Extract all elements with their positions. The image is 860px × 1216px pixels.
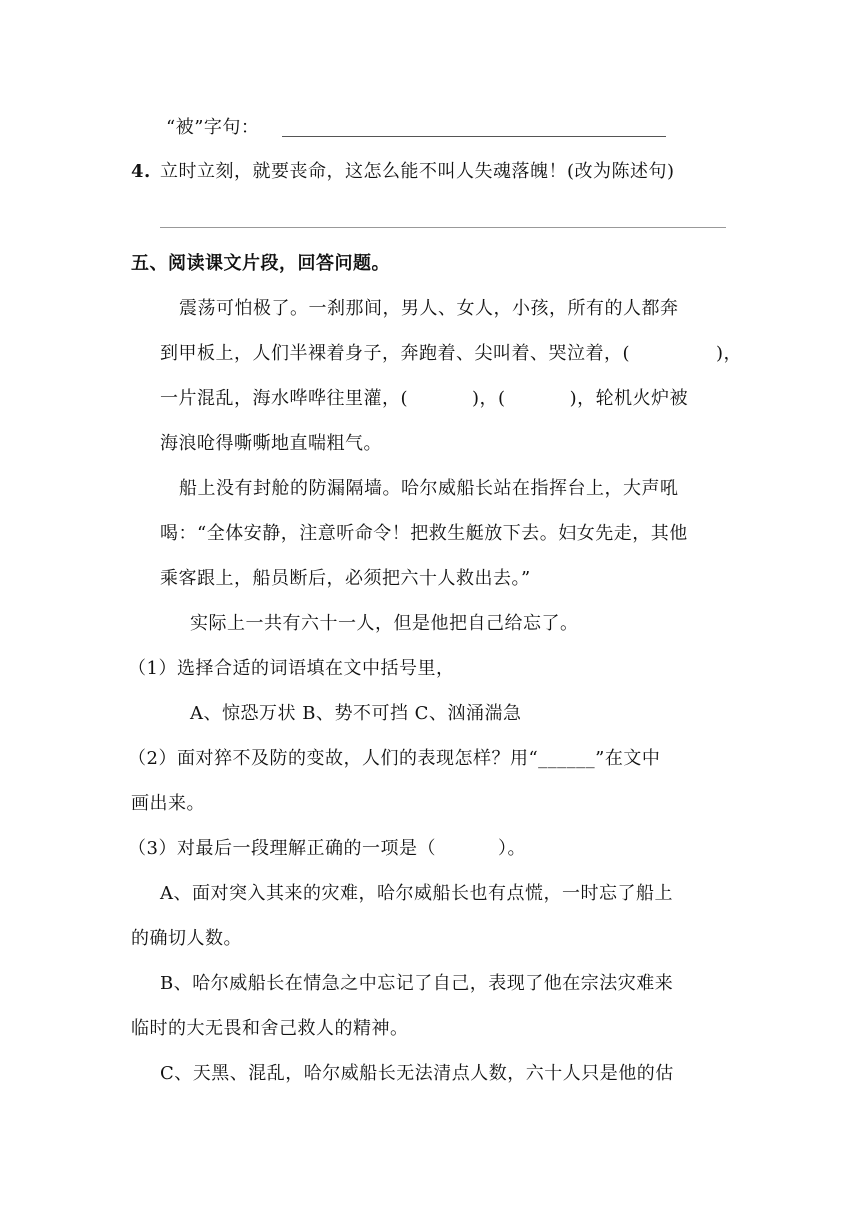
passage-p1-line3-end: )，轮机火炉被	[569, 388, 689, 409]
question-4-number: 4.	[131, 161, 151, 182]
option-a-line1: A、面对突入其来的灾难，哈尔威船长也有点慌，一时忘了船上	[160, 883, 673, 904]
passive-sentence-label: “被”字句：	[166, 117, 260, 138]
passage-p1-line2	[160, 342, 742, 366]
question-4-answer-line[interactable]	[160, 227, 726, 228]
sub-question-2-line1	[128, 747, 660, 771]
option-b-line1: B、哈尔威船长在情急之中忘记了自己，表现了他在宗法灾难来	[160, 973, 674, 994]
passage-p3: 实际上一共有六十一人，但是他把自己给忘了。	[190, 613, 579, 634]
sub-question-3-text: （3）对最后一段理解正确的一项是（	[128, 838, 436, 859]
passage-p1-line3	[160, 387, 688, 411]
passage-p1-line2-close: )，	[716, 343, 743, 364]
sub-question-3	[128, 837, 526, 861]
section-5-heading: 五、阅读课文片段，回答问题。	[131, 253, 390, 274]
question-4-text: 立时立刻，就要丧命，这怎么能不叫人失魂落魄！(改为陈述句)	[160, 161, 675, 182]
sub-question-2-text-end: ”在文中	[595, 748, 661, 769]
passive-sentence-answer-line[interactable]	[282, 136, 666, 137]
passage-p2-line3: 乘客跟上，船员断后，必须把六十人救出去。”	[160, 568, 531, 589]
passage-p1-line1: 震荡可怕极了。一刹那间，男人、女人，小孩，所有的人都奔	[179, 298, 679, 319]
option-a-line2: 的确切人数。	[131, 928, 242, 949]
sub-question-1: （1）选择合适的词语填在文中括号里，	[128, 658, 455, 679]
sub-question-1-options: A、惊恐万状 B、势不可挡 C、汹涌湍急	[190, 703, 522, 724]
passage-p1-line3-text: 一片混乱，海水哗哗往里灌，(	[160, 388, 409, 409]
passage-p1-line4: 海浪呛得嘶嘶地直喘粗气。	[160, 433, 382, 454]
passage-p1-line3-mid: )，(	[472, 388, 506, 409]
option-c-line1: C、天黑、混乱，哈尔威船长无法清点人数，六十人只是他的估	[160, 1063, 674, 1084]
sub-question-2-line2: 画出来。	[131, 793, 205, 814]
passage-p1-line2-text: 到甲板上，人们半裸着身子，奔跑着、尖叫着、哭泣着，(	[160, 343, 631, 364]
option-b-line2: 临时的大无畏和舍己救人的精神。	[131, 1018, 409, 1039]
sub-question-2-text: （2）面对猝不及防的变故，人们的表现怎样？用“	[128, 748, 539, 769]
sub-question-2-underline-sample: ______	[538, 748, 596, 769]
passage-p2-line1: 船上没有封舱的防漏隔墙。哈尔威船长站在指挥台上，大声吼	[179, 478, 679, 499]
passage-p2-line2: 喝：“全体安静，注意听命令！把救生艇放下去。妇女先走，其他	[160, 523, 688, 544]
sub-question-3-close: ）。	[497, 838, 526, 859]
